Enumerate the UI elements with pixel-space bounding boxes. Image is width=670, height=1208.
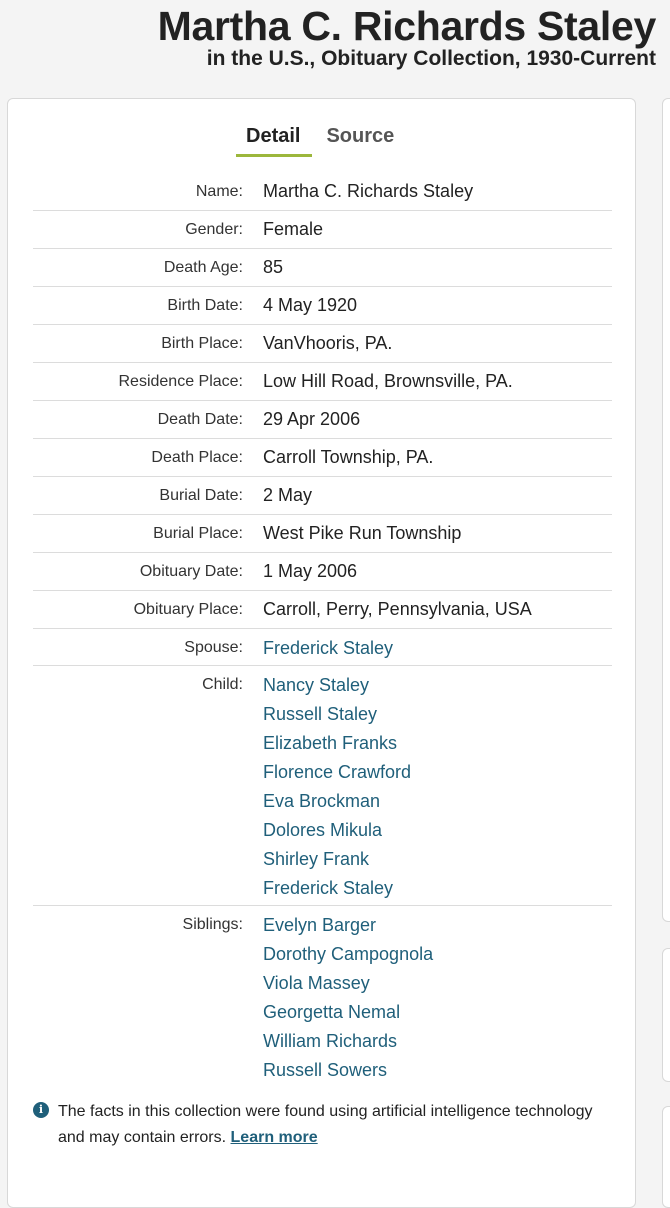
child-link[interactable]: Elizabeth Franks	[263, 733, 398, 753]
fact-row-burial-date	[33, 477, 612, 515]
fact-value: Low Hill Road, Brownsville, PA.	[263, 371, 513, 391]
child-link[interactable]: Shirley Frank	[263, 849, 370, 869]
spouse-link[interactable]: Frederick Staley	[263, 638, 394, 658]
fact-value: Carroll, Perry, Pennsylvania, USA	[263, 599, 532, 619]
info-icon: i	[33, 1102, 49, 1118]
fact-row-birth-date	[33, 287, 612, 325]
page-title: Martha C. Richards Staley	[157, 3, 656, 49]
fact-row-birth-place	[33, 325, 612, 363]
tab-bar	[236, 125, 406, 157]
sibling-link[interactable]: Viola Massey	[263, 973, 370, 993]
fact-label: Residence Place:	[118, 373, 243, 390]
fact-row-residence-place	[33, 363, 612, 401]
fact-row-gender	[33, 211, 612, 249]
fact-label: Death Date:	[157, 411, 243, 428]
fact-value: 2 May	[263, 485, 313, 505]
fact-label: Death Age:	[163, 259, 243, 276]
fact-label: Death Place:	[151, 449, 243, 466]
fact-row-burial-place	[33, 515, 612, 553]
fact-value: 85	[263, 257, 284, 277]
fact-row-child	[33, 666, 612, 906]
side-panel-card	[662, 948, 670, 1082]
ai-notice-text: The facts in this collection were found using artificial intelligence technology and may contain errors.	[58, 1103, 593, 1146]
fact-label: Obituary Place:	[133, 601, 243, 618]
child-link[interactable]: Nancy Staley	[263, 675, 370, 695]
child-link[interactable]: Florence Crawford	[263, 762, 412, 782]
fact-row-spouse	[33, 629, 612, 666]
sibling-link[interactable]: Dorothy Campognola	[263, 944, 434, 964]
fact-label: Birth Date:	[167, 297, 243, 314]
fact-value: 29 Apr 2006	[263, 409, 361, 429]
tab-source[interactable]: Source	[326, 125, 395, 147]
fact-row-death-date	[33, 401, 612, 439]
fact-label: Name:	[195, 183, 243, 200]
fact-label: Birth Place:	[161, 335, 243, 352]
record-card	[7, 98, 636, 1208]
fact-row-death-age	[33, 249, 612, 287]
fact-row-siblings	[33, 906, 612, 1087]
fact-row-death-place	[33, 439, 612, 477]
tab-detail[interactable]: Detail	[236, 125, 312, 157]
collection-subtitle: in the U.S., Obituary Collection, 1930-Current	[206, 47, 656, 70]
sibling-link[interactable]: Georgetta Nemal	[263, 1002, 401, 1022]
fact-label: Burial Date:	[159, 487, 243, 504]
side-panel-card	[662, 98, 670, 922]
fact-value: Carroll Township, PA.	[263, 447, 434, 467]
fact-row-obituary-date	[33, 553, 612, 591]
sibling-link[interactable]: William Richards	[263, 1031, 398, 1051]
fact-label: Child:	[202, 676, 243, 693]
fact-label: Spouse:	[184, 639, 243, 656]
side-panel-card	[662, 1106, 670, 1208]
fact-row-name	[33, 173, 612, 211]
fact-label: Siblings:	[182, 916, 243, 933]
ai-notice	[33, 1099, 593, 1151]
child-link[interactable]: Frederick Staley	[263, 878, 394, 898]
fact-value: VanVhooris, PA.	[263, 333, 393, 353]
child-link[interactable]: Dolores Mikula	[263, 820, 383, 840]
fact-label: Gender:	[185, 221, 243, 238]
fact-label: Obituary Date:	[139, 563, 243, 580]
child-link[interactable]: Russell Staley	[263, 704, 378, 724]
sibling-link[interactable]: Russell Sowers	[263, 1060, 388, 1080]
fact-value: Female	[263, 219, 324, 239]
fact-label: Burial Place:	[153, 525, 243, 542]
fact-value: Martha C. Richards Staley	[263, 181, 474, 201]
facts-table	[33, 173, 612, 1087]
child-link[interactable]: Eva Brockman	[263, 791, 381, 811]
sibling-link[interactable]: Evelyn Barger	[263, 915, 377, 935]
fact-value: 4 May 1920	[263, 295, 358, 315]
fact-value: West Pike Run Township	[263, 523, 462, 543]
fact-value: 1 May 2006	[263, 561, 358, 581]
fact-row-obituary-place	[33, 591, 612, 629]
learn-more-link[interactable]: Learn more	[230, 1129, 318, 1146]
page-header	[158, 2, 656, 71]
